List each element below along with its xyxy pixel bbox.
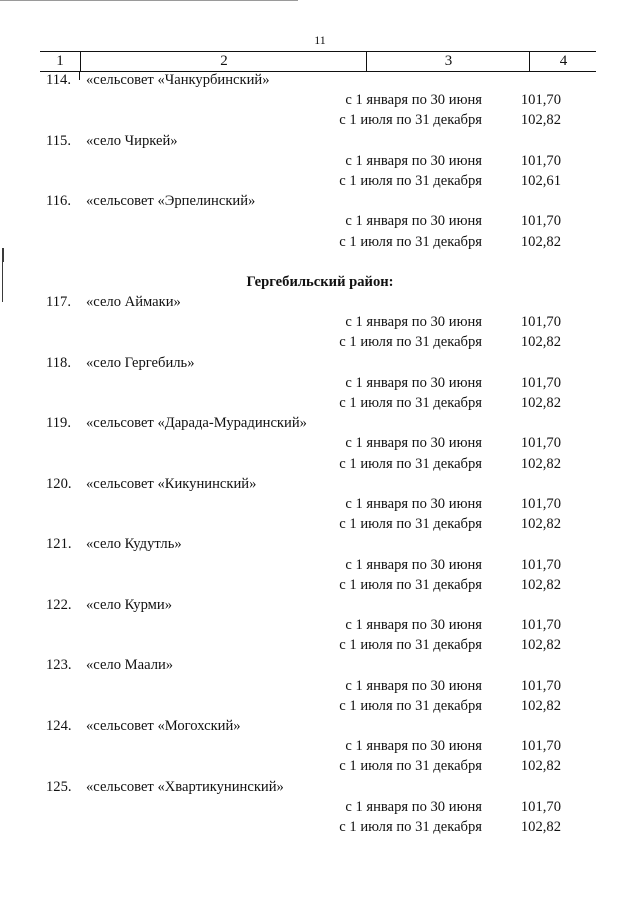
settlement-index: 114. bbox=[46, 72, 71, 88]
rate-period: с 1 января по 30 июня bbox=[345, 213, 482, 230]
rate-value: 102,82 bbox=[520, 576, 561, 593]
rate-row bbox=[0, 373, 640, 393]
rate-period: с 1 июля по 31 декабря bbox=[339, 233, 482, 250]
rate-row bbox=[0, 211, 640, 231]
district-heading-row bbox=[0, 272, 640, 292]
rate-period: с 1 января по 30 июня bbox=[345, 152, 482, 169]
rate-period: с 1 января по 30 июня bbox=[345, 798, 482, 815]
settlement-index: 116. bbox=[46, 193, 71, 210]
settlement-name: «сельсовет «Эрпелинский» bbox=[86, 193, 256, 210]
rate-period: с 1 января по 30 июня bbox=[345, 495, 482, 512]
settlement-row bbox=[0, 70, 640, 90]
rate-period: с 1 января по 30 июня bbox=[345, 738, 482, 755]
tariff-list bbox=[0, 70, 640, 837]
rate-value: 101,70 bbox=[520, 798, 561, 815]
rate-value: 101,70 bbox=[520, 92, 561, 109]
rate-period: с 1 января по 30 июня bbox=[345, 92, 482, 109]
column-header-4: 4 bbox=[529, 52, 597, 71]
settlement-index: 118. bbox=[46, 354, 71, 371]
rate-row bbox=[0, 615, 640, 635]
settlement-row bbox=[0, 474, 640, 494]
rate-row bbox=[0, 555, 640, 575]
rate-value: 101,70 bbox=[520, 314, 561, 331]
rate-row bbox=[0, 151, 640, 171]
settlement-index: 120. bbox=[46, 475, 72, 492]
rate-value: 102,82 bbox=[520, 818, 561, 835]
table-header bbox=[40, 51, 596, 72]
settlement-row bbox=[0, 292, 640, 312]
rate-row bbox=[0, 635, 640, 655]
rate-value: 101,70 bbox=[520, 374, 561, 391]
rate-value: 102,82 bbox=[520, 233, 561, 250]
rate-period: с 1 июля по 31 декабря bbox=[339, 758, 482, 775]
rate-value: 101,70 bbox=[520, 617, 561, 634]
rate-row bbox=[0, 514, 640, 534]
rate-value: 102,82 bbox=[520, 697, 561, 714]
settlement-index: 117. bbox=[46, 294, 71, 311]
rate-period: с 1 июля по 31 декабря bbox=[339, 637, 482, 654]
rate-period: с 1 июля по 31 декабря bbox=[339, 455, 482, 472]
rate-row bbox=[0, 312, 640, 332]
rate-row bbox=[0, 676, 640, 696]
settlement-name: «село Гергебиль» bbox=[86, 354, 195, 371]
rate-row bbox=[0, 696, 640, 716]
column-header-3: 3 bbox=[366, 52, 530, 71]
settlement-name: «село Маали» bbox=[86, 657, 174, 674]
rate-period: с 1 января по 30 июня bbox=[345, 556, 482, 573]
settlement-row bbox=[0, 534, 640, 554]
rate-period: с 1 июля по 31 декабря bbox=[339, 395, 482, 411]
rate-period: с 1 июля по 31 декабря bbox=[339, 818, 482, 835]
rate-row bbox=[0, 332, 640, 352]
rate-row bbox=[0, 817, 640, 837]
rate-period: с 1 января по 30 июня bbox=[345, 677, 482, 694]
settlement-index: 115. bbox=[46, 132, 71, 149]
rate-value: 101,70 bbox=[520, 213, 561, 230]
rate-row bbox=[0, 90, 640, 110]
column-header-2: 2 bbox=[80, 52, 367, 71]
settlement-row bbox=[0, 595, 640, 615]
settlement-index: 123. bbox=[46, 657, 72, 674]
settlement-row bbox=[0, 353, 640, 373]
district-heading: Гергебильский район: bbox=[246, 273, 394, 290]
rate-period: с 1 июля по 31 декабря bbox=[339, 334, 482, 351]
rate-value: 101,70 bbox=[520, 435, 561, 452]
rate-period: с 1 января по 30 июня bbox=[345, 617, 482, 634]
rate-period: с 1 июля по 31 декабря bbox=[339, 516, 482, 533]
settlement-name: «село Чиркей» bbox=[86, 132, 178, 149]
rate-value: 102,82 bbox=[520, 758, 561, 775]
rate-value: 102,82 bbox=[520, 455, 561, 472]
rate-period: с 1 июля по 31 декабря bbox=[339, 697, 482, 714]
settlement-name: «сельсовет «Кикунинский» bbox=[86, 475, 257, 492]
settlement-index: 124. bbox=[46, 718, 72, 734]
page-number: 11 bbox=[314, 33, 326, 47]
spacer-row bbox=[0, 252, 640, 272]
rate-value: 101,70 bbox=[520, 556, 561, 573]
scan-top-edge-line bbox=[0, 0, 298, 1]
rate-row bbox=[0, 736, 640, 756]
rate-row bbox=[0, 454, 640, 474]
rate-period: с 1 января по 30 июня bbox=[345, 374, 482, 391]
settlement-row bbox=[0, 716, 640, 736]
settlement-index: 125. bbox=[46, 778, 72, 795]
settlement-name: «сельсовет «Дарада-Мурадинский» bbox=[86, 415, 307, 432]
rate-row bbox=[0, 393, 640, 413]
rate-row bbox=[0, 797, 640, 817]
rate-period: с 1 июля по 31 декабря bbox=[339, 172, 482, 189]
rate-value: 102,82 bbox=[520, 637, 561, 654]
settlement-name: «сельсовет «Хвартикунинский» bbox=[86, 778, 284, 795]
settlement-index: 121. bbox=[46, 536, 72, 553]
rate-row bbox=[0, 756, 640, 776]
settlement-name: «село Аймаки» bbox=[86, 294, 181, 311]
settlement-name: «село Кудутль» bbox=[86, 536, 182, 553]
rate-value: 102,82 bbox=[520, 516, 561, 533]
rate-value: 101,70 bbox=[520, 152, 561, 169]
settlement-row bbox=[0, 777, 640, 797]
rate-value: 101,70 bbox=[520, 495, 561, 512]
rate-row bbox=[0, 110, 640, 130]
rate-row bbox=[0, 494, 640, 514]
rate-period: с 1 июля по 31 декабря bbox=[339, 576, 482, 593]
rate-row bbox=[0, 433, 640, 453]
rate-value: 102,82 bbox=[520, 334, 561, 351]
rate-value: 102,61 bbox=[520, 172, 561, 189]
settlement-row bbox=[0, 413, 640, 433]
rate-period: с 1 июля по 31 декабря bbox=[339, 112, 482, 129]
rate-value: 102,82 bbox=[520, 395, 561, 411]
settlement-index: 119. bbox=[46, 415, 71, 432]
settlement-row bbox=[0, 655, 640, 675]
settlement-name: «сельсовет «Могохский» bbox=[86, 718, 241, 734]
rate-period: с 1 января по 30 июня bbox=[345, 314, 482, 331]
rate-value: 101,70 bbox=[520, 738, 561, 755]
rate-value: 102,82 bbox=[520, 112, 561, 129]
rate-row bbox=[0, 575, 640, 595]
settlement-row bbox=[0, 191, 640, 211]
settlement-name: «сельсовет «Чанкурбинский» bbox=[86, 72, 270, 88]
rate-row bbox=[0, 232, 640, 252]
column-header-1: 1 bbox=[56, 53, 64, 69]
rate-value: 101,70 bbox=[520, 677, 561, 694]
rate-row bbox=[0, 171, 640, 191]
settlement-name: «село Курми» bbox=[86, 596, 173, 613]
settlement-index: 122. bbox=[46, 596, 72, 613]
rate-period: с 1 января по 30 июня bbox=[345, 435, 482, 452]
settlement-row bbox=[0, 131, 640, 151]
